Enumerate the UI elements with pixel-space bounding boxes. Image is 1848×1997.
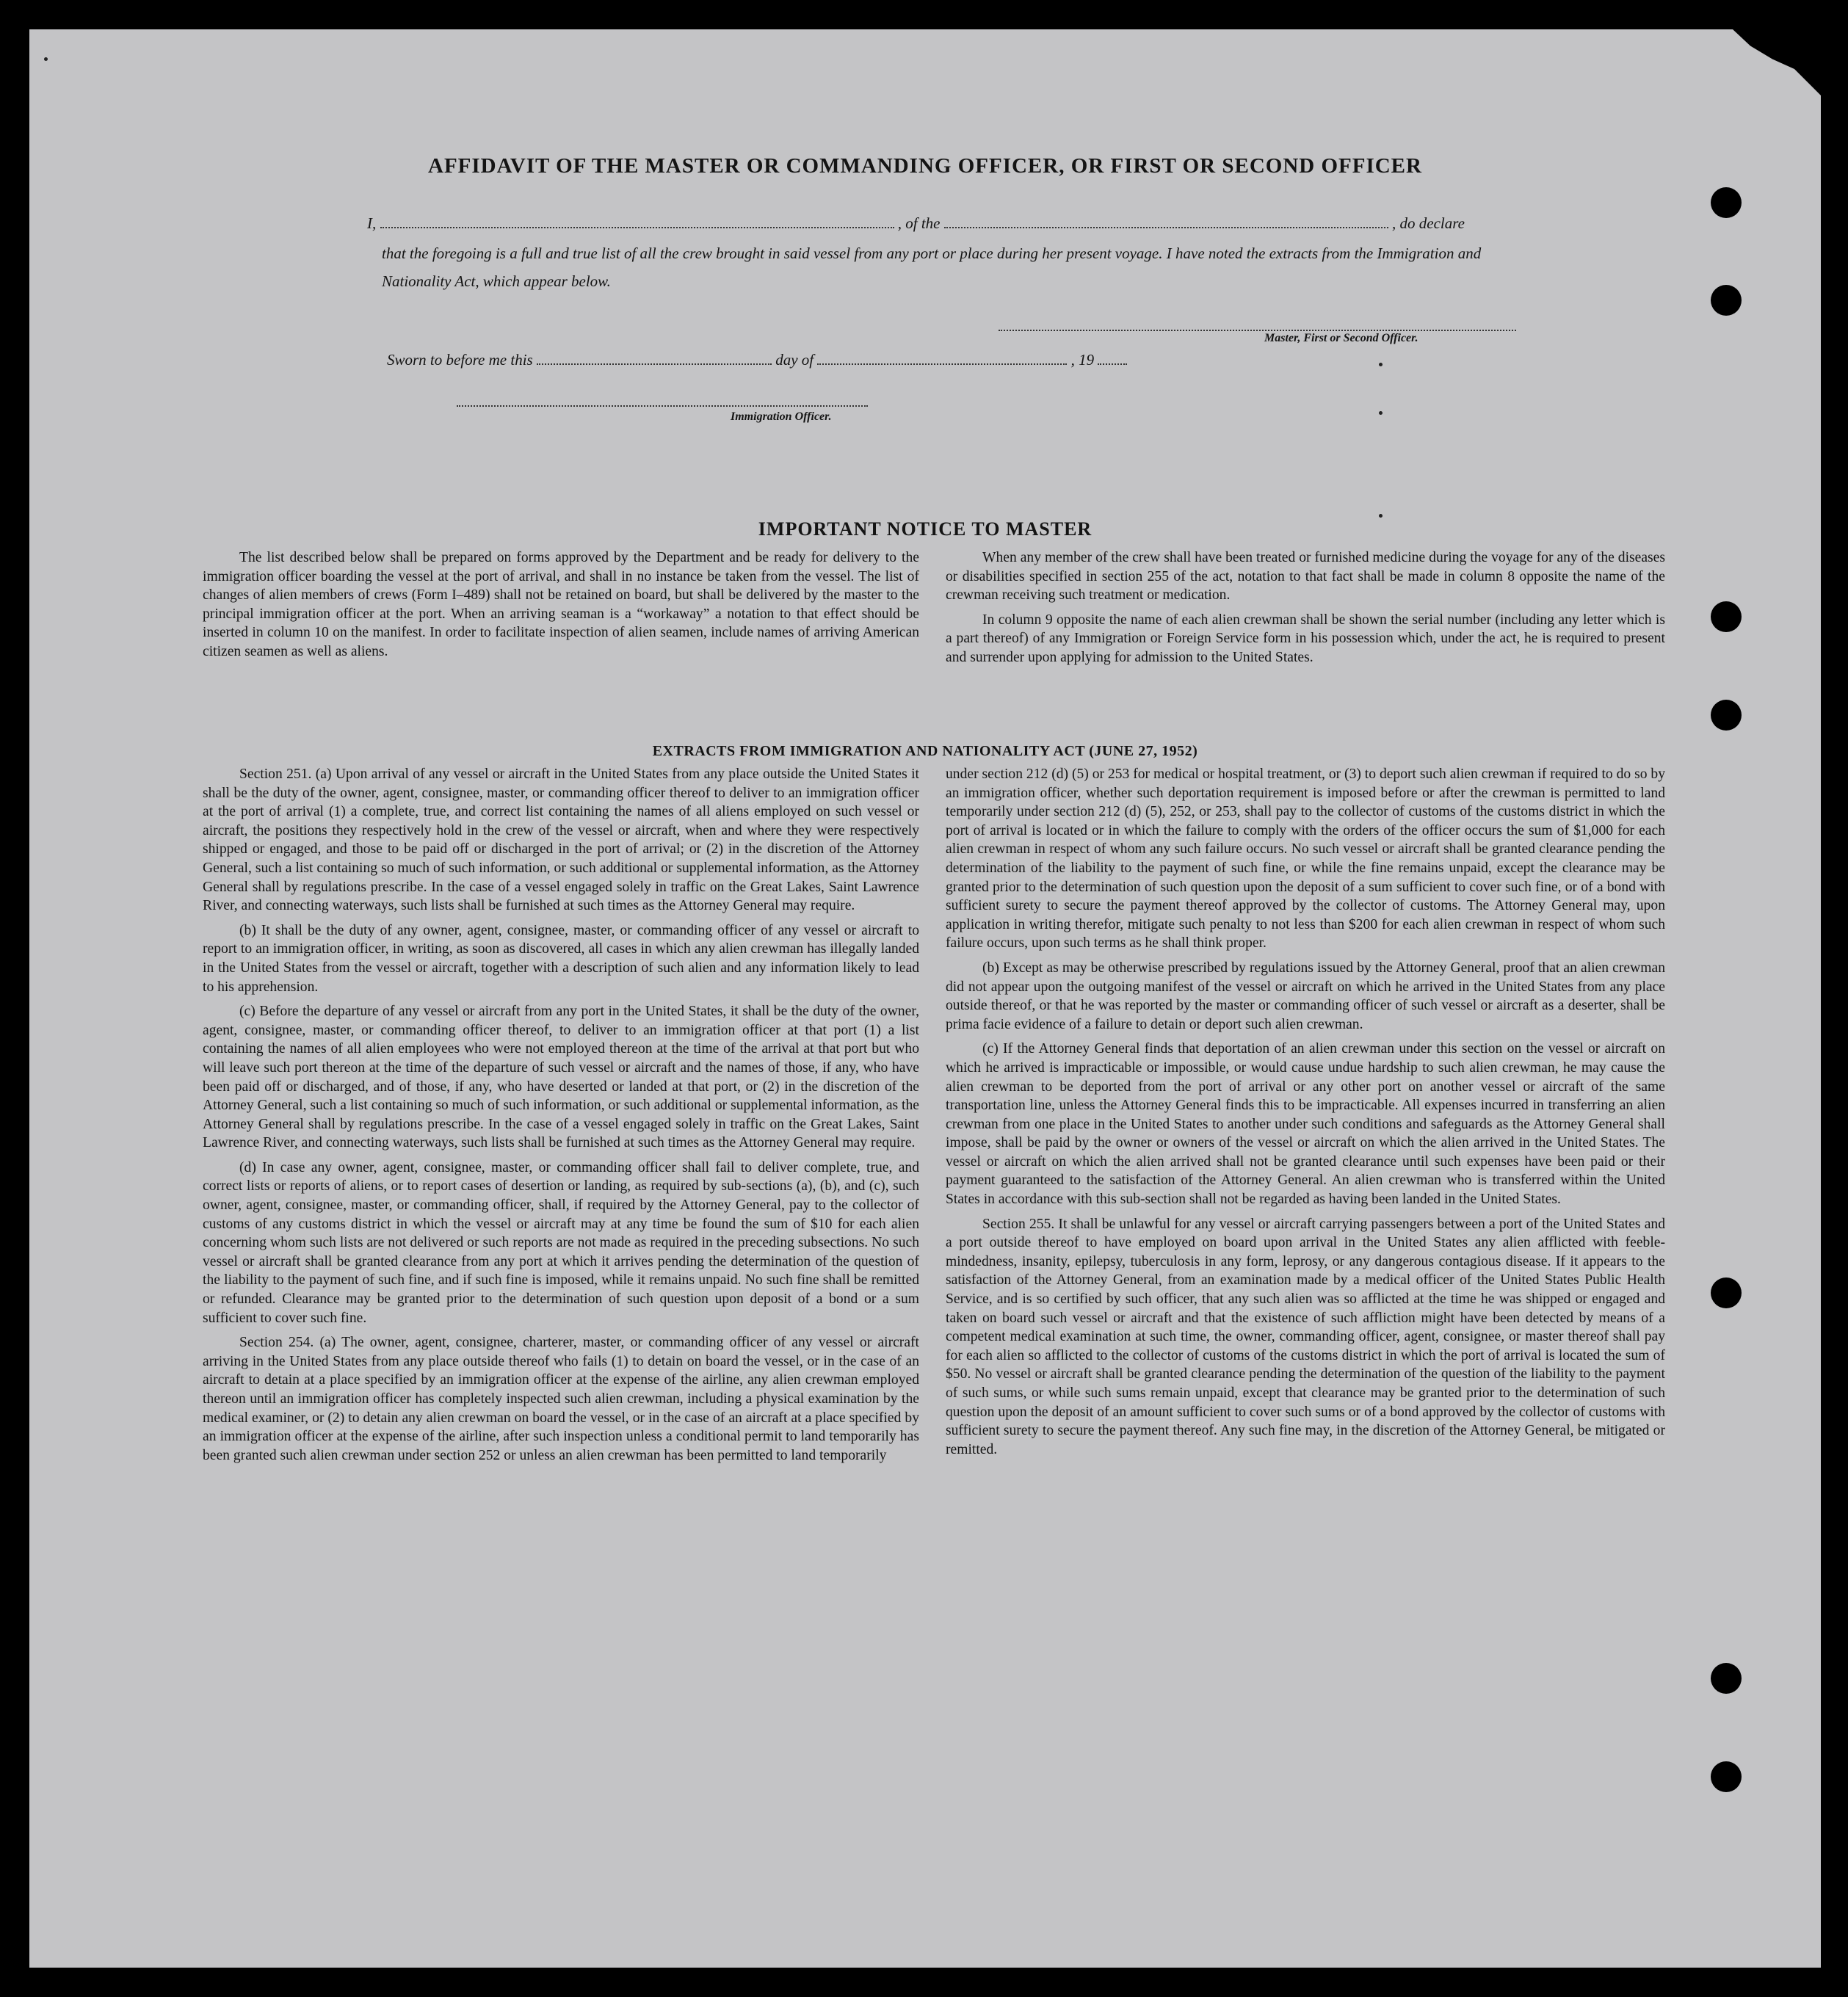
section-251-d: (d) In case any owner, agent, consignee, master, or commanding officer shall fail to deliver complete, true, and correct lists or reports of aliens, or to report cases of desertion or landing, as required by sub-sections (a), (b), and (c), such owner, agent, consignee, master, or commanding officer, shall, if required by the Attorney General, pay to the collector of customs of any customs district in which the vessel or aircraft may at any time be found the sum of $10 for each alien concerning whom such lists are not delivered or such reports are not made as required in the preceding subsections. No such vessel or aircraft shall be granted clearance from any port at which it arrives pending the determination of the question of the liability to the payment of such fine, and if such fine is imposed, while it remains unpaid. No such fine shall be remitted or refunded. Clearance may be granted prior to the determination of such question upon deposit of a bond or a sum sufficient to cover such fine. bbox=[203, 1159, 919, 1326]
binder-hole bbox=[1711, 187, 1742, 218]
declarant-line bbox=[367, 214, 1516, 233]
sworn-year-field[interactable] bbox=[1098, 352, 1127, 365]
torn-corner bbox=[1733, 29, 1821, 95]
sworn-label: Sworn to before me this bbox=[387, 351, 533, 369]
binder-hole bbox=[1711, 700, 1742, 731]
speck bbox=[1379, 514, 1383, 518]
notice-title: IMPORTANT NOTICE TO MASTER bbox=[758, 518, 1093, 540]
section-251-c: (c) Before the departure of any vessel or aircraft from any port in the United States, it shall be the duty of the owner, agent, consignee, master, or commanding officer thereof, to deliver to an immigration officer at that port (1) a list containing the names of all alien employees who were not employed thereon at the time of the arrival at that port but who will leave such port thereon at the time of the departure of such vessel or aircraft and the names of those, if any, who have been paid off or discharged, and of those, if any, who have deserted or landed at that port, or (2) in the discretion of the Attorney General, such a list containing so much of such information, or such additional or supplemental information, as the Attorney General shall by regulations prescribe. In the case of a vessel engaged solely in traffic on the Great Lakes, Saint Lawrence River, and connecting waterways, such lists shall be furnished at such times as the Attorney General may require. bbox=[203, 1004, 919, 1151]
declaration-text: that the foregoing is a full and true list of all the crew brought in said vessel from any port or place during her present voyage. I have noted the extracts from the Immigration and Nationality Act, which appear below. bbox=[382, 244, 1482, 290]
notice-right-paragraph-1: When any member of the crew shall have been treated or furnished medicine during the voyage for any of the diseases or disabilities specified in section 255 of the act, notation to that fact shall be made in column 8 opposite the name of the crewman receiving such treatment or medication. bbox=[946, 550, 1665, 604]
speck bbox=[44, 57, 48, 61]
do-declare-label: , do declare bbox=[1392, 214, 1465, 232]
master-signature-caption: Master, First or Second Officer. bbox=[1264, 332, 1418, 344]
section-254-b: (b) Except as may be otherwise prescribed by regulations issued by the Attorney General, proof that an alien crewman did not appear upon the outgoing manifest of the vessel or aircraft on which he arrived in the United States from any place outside thereof, or that he was reported by the master or commanding officer of such vessel or aircraft as a deserter, shall be prima facie evidence of a failure to detain or deport such alien crewman. bbox=[946, 960, 1665, 1032]
day-of-label: day of bbox=[775, 351, 814, 369]
extracts-right-column bbox=[946, 765, 1665, 1459]
vessel-name-field[interactable] bbox=[944, 215, 1388, 228]
notice-left-paragraph: The list described below shall be prepared on forms approved by the Department and be ready for delivery to the immigration officer boarding the vessel at the port of arrival, and shall in no instance be taken from the vessel. The list of changes of alien members of crews (Form I–489) shall not be retained on board, but shall be delivered by the master to the principal immigration officer at the port. When an arriving seaman is a “workaway” a notation to that effect should be inserted in column 10 on the manifest. In order to facilitate inspection of alien seamen, include names of arriving American citizen seamen as well as aliens. bbox=[203, 550, 919, 659]
document-page bbox=[29, 29, 1821, 1968]
extracts-title: EXTRACTS FROM IMMIGRATION AND NATIONALITY ACT (JUNE 27, 1952) bbox=[652, 743, 1198, 759]
section-254-a: Section 254. (a) The owner, agent, consignee, charterer, master, or commanding officer of any vessel or aircraft arriving in the United States from any place outside thereof who fails (1) to detain on board the vessel, or in the case of an aircraft to detain at a place specified by an immigration officer at the expense of the airline, any alien crewman employed thereon until an immigration officer has completely inspected such alien crewman, including a physical examination by the medical examiner, or (2) to detain any alien crewman on board the vessel, or in the case of an aircraft at a place specified by an immigration officer at the expense of the airline, after such inspection unless a conditional permit to land temporarily has been granted such alien crewman under section 252 or unless an alien crewman has been permitted to land temporarily bbox=[203, 1335, 919, 1463]
i-label: I, bbox=[367, 214, 377, 232]
of-the-label: , of the bbox=[897, 214, 941, 232]
affidavit-title: AFFIDAVIT OF THE MASTER OR COMMANDING OFFICER, OR FIRST OR SECOND OFFICER bbox=[428, 154, 1422, 178]
declarant-name-field[interactable] bbox=[380, 215, 894, 228]
immigration-officer-signature-line[interactable] bbox=[457, 405, 868, 407]
sworn-month-field[interactable] bbox=[817, 352, 1067, 365]
notice-left-column bbox=[203, 548, 919, 662]
master-signature-line[interactable] bbox=[999, 330, 1516, 331]
section-254-a-continued: under section 212 (d) (5) or 253 for medical or hospital treatment, or (3) to deport such alien crewman if required to do so by an immigration officer, whether such deportation requirement is imposed before or after the crewman is permitted to land temporarily under section 212 (d) (5), 252, or 253, shall pay to the collector of customs of the customs district in which the port of arrival is located or in which the failure to comply with the orders of the officer occurs the sum of $1,000 for each alien crewman in respect of whom any such failure occurs. No such vessel or aircraft shall be granted clearance pending the determination of the liability to the payment of such fine, or while the fine remains unpaid, except the clearance may be granted prior to the determination of such question upon the deposit of a sum sufficient to cover such fine, or of a bond with sufficient surety to secure the payment thereof approved by the collector of customs. The Attorney General may, upon application in writing therefor, mitigate such penalty to not less than $200 for each alien crewman in respect of whom such failure occurs, upon such terms as he shall think proper. bbox=[946, 766, 1665, 952]
sworn-line bbox=[387, 351, 1268, 369]
binder-hole bbox=[1711, 1277, 1742, 1308]
section-254-c: (c) If the Attorney General finds that deportation of an alien crewman under this section on the vessel or aircraft on which he arrived is impracticable or impossible, or would cause undue hardship to such alien crewman, he may cause the alien crewman to be deported from the port of arrival or any other port on another vessel or aircraft of the same transportation line, unless the Attorney General finds this to be impracticable. All expenses incurred in transferring an alien crewman from one place in the United States to another under such conditions and safeguards as the Attorney General shall impose, shall be paid by the owner or owners of the vessel or aircraft on which the alien arrived in the United States. The vessel or aircraft on which the alien arrived shall not be granted clearance until such expenses have been paid or their payment guaranteed to the satisfaction of the Attorney General. An alien crewman who is transferred within the United States in accordance with this sub-section shall not be regarded as having been landed in the United States. bbox=[946, 1041, 1665, 1208]
binder-hole bbox=[1711, 1663, 1742, 1694]
binder-hole bbox=[1711, 285, 1742, 316]
immigration-officer-caption: Immigration Officer. bbox=[731, 410, 832, 423]
speck bbox=[1379, 411, 1383, 415]
notice-right-paragraph-2: In column 9 opposite the name of each alien crewman shall be shown the serial number (including any letter which is a part thereof) of any Immigration or Foreign Service form in his possession which, under the act, he is required to present and surrender upon applying for admission to the United States. bbox=[946, 612, 1665, 665]
binder-hole bbox=[1711, 601, 1742, 632]
notice-right-column bbox=[946, 548, 1665, 667]
extracts-left-column bbox=[203, 765, 919, 1465]
section-255: Section 255. It shall be unlawful for any vessel or aircraft carrying passengers between a port of the United States and a port outside thereof to have employed on board upon arrival in the United States any alien afflicted with feeble-mindedness, insanity, epilepsy, tuberculosis in any form, leprosy, or any dangerous contagious disease. If it appears to the satisfaction of the Attorney General, from an examination made by a medical officer of the United States Public Health Service, and is so certified by such officer, that any such alien was so afflicted at the time he was shipped or engaged and taken on board such vessel or aircraft and that the existence of such affliction might have been detected by means of a competent medical examination at such time, the owner, commanding officer, agent, consignee, or master thereof shall pay for each alien so afflicted to the collector of customs of the customs district in which the port of arrival is located the sum of $50. No vessel or aircraft shall be granted clearance pending the determination of the question of the liability to the payment of such sums, or while such sums remain unpaid, except that clearance may be granted prior to the determination of such question upon the deposit of an amount sufficient to cover such sums or of a bond approved by the collector of customs with sufficient surety to secure the payment thereof. Any such fine may, in the discretion of the Attorney General, be mitigated or remitted. bbox=[946, 1216, 1665, 1457]
section-251-b: (b) It shall be the duty of any owner, agent, consignee, master, or commanding officer of any vessel or aircraft to report to an immigration officer, in writing, as soon as discovered, all cases in which any alien crewman has illegally landed in the United States from the vessel or aircraft, together with a description of such alien and any information likely to lead to his apprehension. bbox=[203, 922, 919, 995]
year-prefix-label: , 19 bbox=[1070, 351, 1095, 369]
speck bbox=[1379, 363, 1383, 366]
binder-hole bbox=[1711, 1761, 1742, 1792]
section-251-a: Section 251. (a) Upon arrival of any vessel or aircraft in the United States from any place outside the United States it shall be the duty of the owner, agent, consignee, master, or commanding officer thereof to deliver to an immigration officer at the port of arrival (1) a complete, true, and correct list containing the names of all aliens employed on such vessel or aircraft, the positions they respectively hold in the crew of the vessel or aircraft, when and where they were respectively shipped or engaged, and those to be paid off or discharged in the port of arrival; or (2) in the discretion of the Attorney General, such a list containing so much of such information, or such additional or supplemental information, as the Attorney General shall by regulations prescribe. In the case of a vessel engaged solely in traffic on the Great Lakes, Saint Lawrence River, and connecting waterways, such lists shall be furnished at such times as the Attorney General may require. bbox=[203, 766, 919, 914]
sworn-day-field[interactable] bbox=[537, 352, 772, 365]
